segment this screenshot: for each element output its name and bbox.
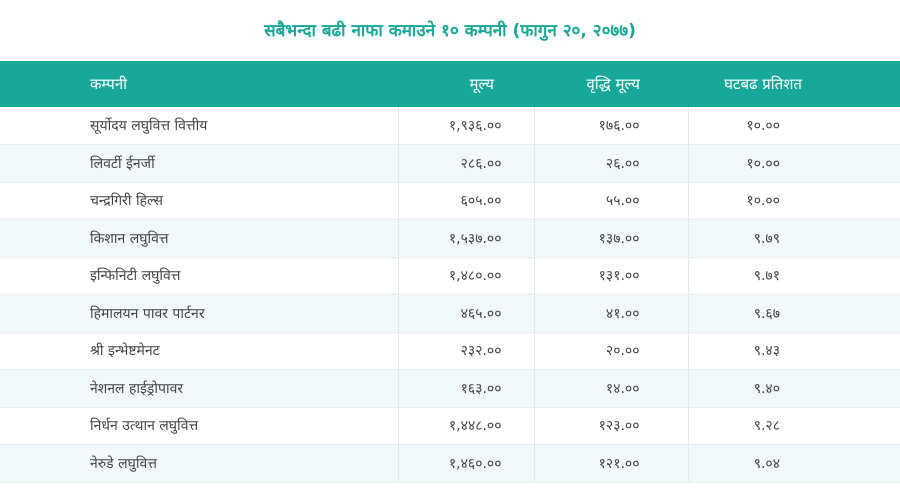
cell-price: १६३.००	[398, 370, 534, 408]
cell-price: २३२.००	[398, 332, 534, 370]
cell-percent: ९.४०	[688, 370, 900, 408]
table-row	[0, 295, 900, 333]
cell-percent: ९.०४	[688, 445, 900, 483]
cell-company: निर्धन उत्थान लघुवित्त	[0, 407, 398, 445]
cell-change: २०.००	[534, 332, 688, 370]
header-change: वृद्धि मूल्य	[586, 75, 640, 93]
cell-percent: ९.४३	[688, 332, 900, 370]
cell-price: १,४६०.००	[398, 445, 534, 483]
header-company: कम्पनी	[90, 75, 128, 93]
cell-change: १७६.००	[534, 107, 688, 145]
cell-change: ४१.००	[534, 295, 688, 333]
table-header-row	[0, 61, 900, 107]
cell-company: नेशनल हाईड्रोपावर	[0, 370, 398, 408]
table-row	[0, 107, 900, 145]
cell-change: १२३.००	[534, 407, 688, 445]
cell-percent: १०.००	[688, 145, 900, 183]
cell-price: १,५३७.००	[398, 220, 534, 258]
cell-percent: ९.७९	[688, 220, 900, 258]
table-title: सबैभन्दा बढी नाफा कमाउने १० कम्पनी (फागुन २०, २०७७)	[264, 21, 636, 41]
cell-change: १३१.००	[534, 257, 688, 295]
table-row	[0, 370, 900, 408]
cell-change: ५५.००	[534, 182, 688, 220]
cell-company: चन्द्रगिरी हिल्स	[0, 182, 398, 220]
table-row	[0, 332, 900, 370]
table-row	[0, 407, 900, 445]
cell-price: १,४८०.००	[398, 257, 534, 295]
table-row	[0, 445, 900, 483]
cell-price: ६०५.००	[398, 182, 534, 220]
cell-percent: १०.००	[688, 182, 900, 220]
cell-price: १,४४८.००	[398, 407, 534, 445]
cell-change: १३७.००	[534, 220, 688, 258]
cell-company: श्री इन्भेष्टमेनट	[0, 332, 398, 370]
cell-change: १४.००	[534, 370, 688, 408]
cell-change: १२१.००	[534, 445, 688, 483]
table-body	[0, 107, 900, 482]
gainers-table	[0, 61, 900, 483]
cell-company: नेरुडे लघुवित्त	[0, 445, 398, 483]
header-price: मूल्य	[469, 75, 494, 93]
cell-price: १,९३६.००	[398, 107, 534, 145]
table-row	[0, 145, 900, 183]
cell-percent: ९.७१	[688, 257, 900, 295]
cell-price: २८६.००	[398, 145, 534, 183]
table-row	[0, 182, 900, 220]
cell-company: किशान लघुवित्त	[0, 220, 398, 258]
cell-price: ४६५.००	[398, 295, 534, 333]
cell-change: २६.००	[534, 145, 688, 183]
cell-percent: ९.२८	[688, 407, 900, 445]
header-percent: घटबढ प्रतिशत	[724, 75, 802, 93]
table-row	[0, 257, 900, 295]
cell-company: इन्फिनिटी लघुवित्त	[0, 257, 398, 295]
cell-percent: १०.००	[688, 107, 900, 145]
cell-company: हिमालयन पावर पार्टनर	[0, 295, 398, 333]
cell-percent: ९.६७	[688, 295, 900, 333]
table-row	[0, 220, 900, 258]
cell-company: सूर्योदय लघुवित्त वित्तीय	[0, 107, 398, 145]
cell-company: लिवर्टी ईनर्जी	[0, 145, 398, 183]
